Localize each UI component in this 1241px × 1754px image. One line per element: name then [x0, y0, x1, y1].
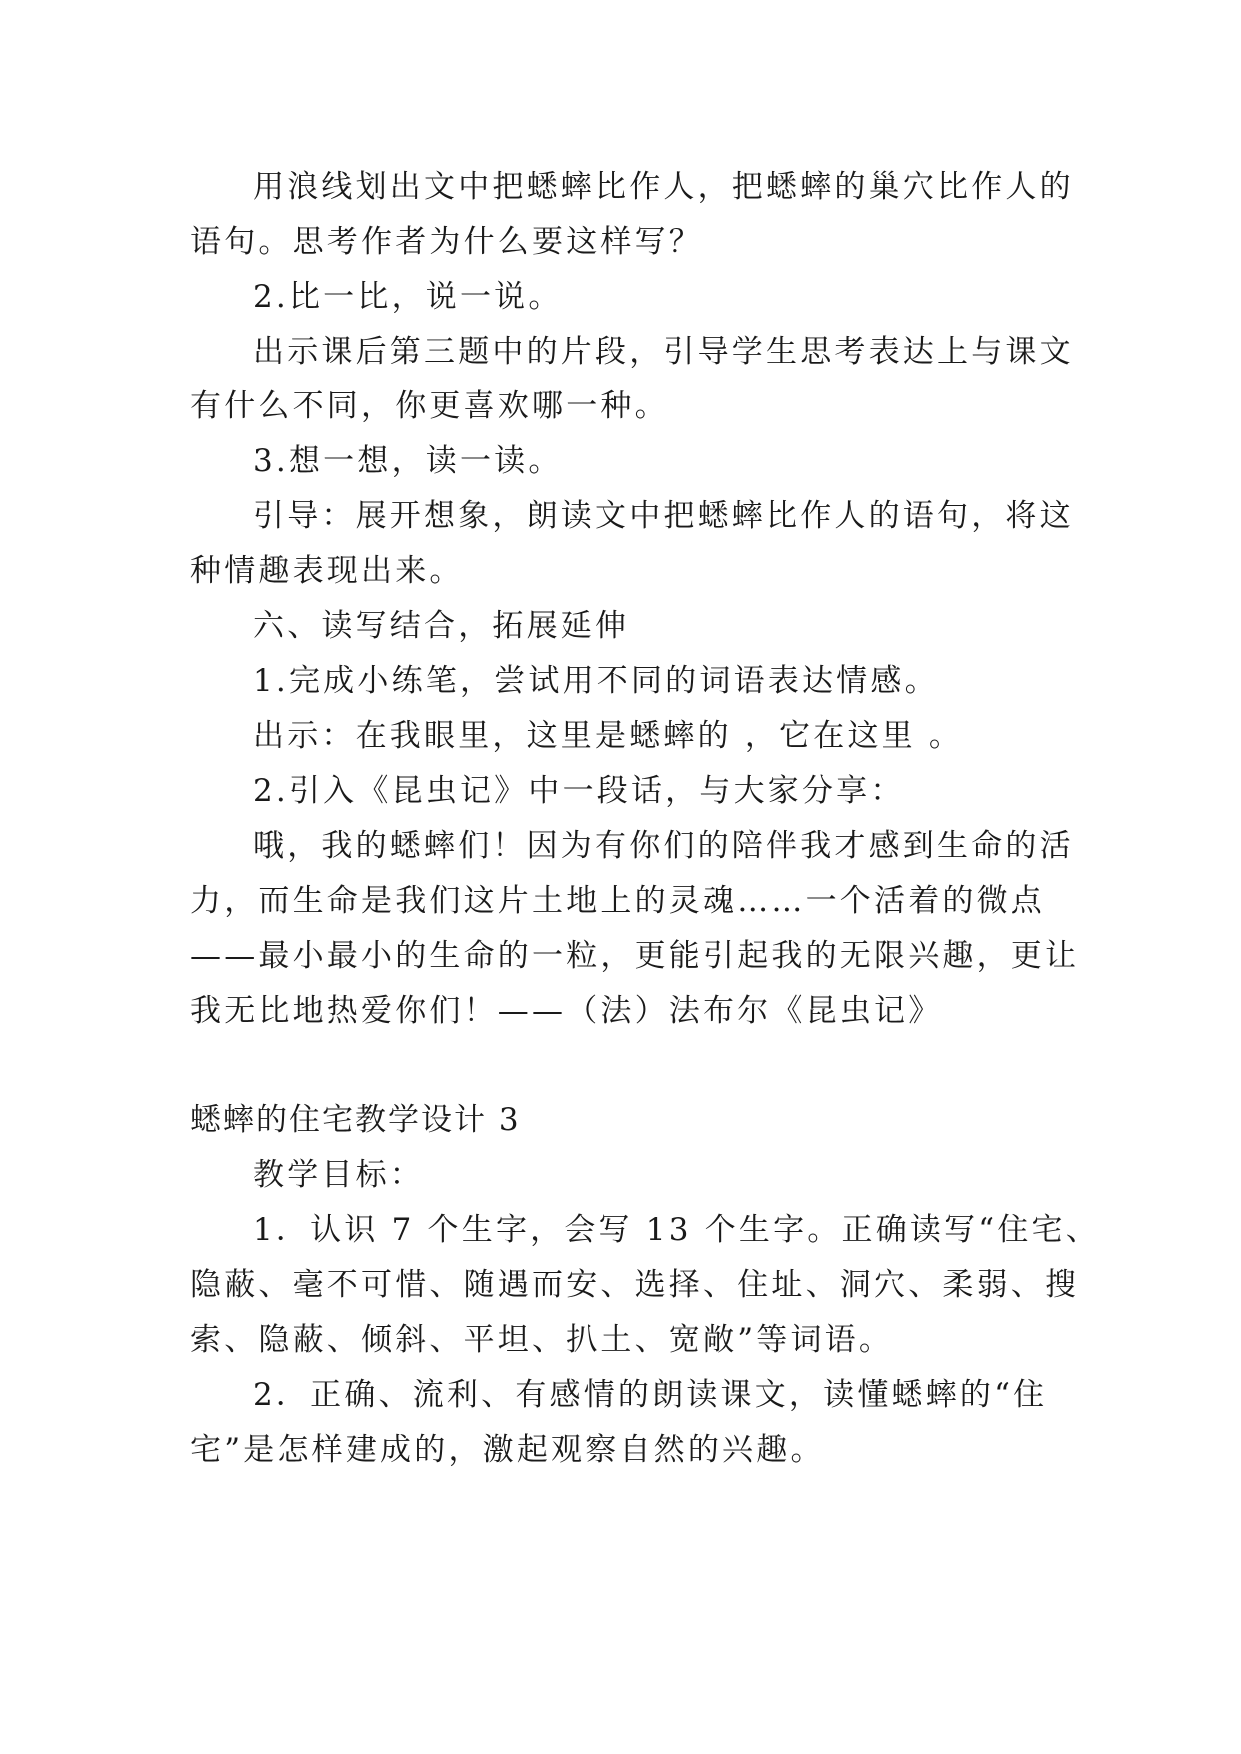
paragraph-line: 出示课后第三题中的片段，引导学生思考表达上与课文: [253, 334, 1074, 370]
paragraph-line: 1.完成小练笔，尝试用不同的词语表达情感。: [253, 663, 939, 699]
paragraph-line: 出示：在我眼里，这里是蟋蟀的 ，它在这里 。: [253, 718, 964, 754]
paragraph-line: 有什么不同，你更喜欢哪一种。: [190, 388, 669, 424]
paragraph-line: 引导：展开想象，朗读文中把蟋蟀比作人的语句，将这: [253, 498, 1074, 534]
paragraph-line: 2．正确、流利、有感情的朗读课文，读懂蟋蟀的“住: [253, 1377, 1048, 1413]
section-heading: 六、读写结合，拓展延伸: [253, 608, 630, 644]
paragraph-line: 用浪线划出文中把蟋蟀比作人，把蟋蟀的巢穴比作人的: [253, 169, 1074, 205]
quote-line: 力，而生命是我们这片土地上的灵魂……一个活着的微点: [190, 883, 1045, 919]
paragraph-line: 2.引入《昆虫记》中一段话，与大家分享：: [253, 773, 905, 809]
paragraph-line: 隐蔽、毫不可惜、随遇而安、选择、住址、洞穴、柔弱、搜: [190, 1267, 1080, 1303]
paragraph-line: 种情趣表现出来。: [190, 553, 464, 589]
quote-line: 哦，我的蟋蟀们！因为有你们的陪伴我才感到生命的活: [253, 828, 1074, 864]
quote-line: ——最小最小的生命的一粒，更能引起我的无限兴趣，更让: [190, 938, 1080, 974]
quote-line: 我无比地热爱你们！——（法）法布尔《昆虫记》: [190, 993, 943, 1029]
paragraph-line: 宅”是怎样建成的，激起观察自然的兴趣。: [190, 1432, 825, 1468]
paragraph-line: 语句。思考作者为什么要这样写？: [190, 224, 703, 260]
paragraph-line: 1．认识 7 个生字，会写 13 个生字。正确读写“住宅、: [253, 1212, 1100, 1248]
paragraph-line: 索、隐蔽、倾斜、平坦、扒土、宽敞”等词语。: [190, 1322, 894, 1358]
paragraph-line: 3.想一想，读一读。: [253, 443, 563, 479]
document-title: 蟋蟀的住宅教学设计 3: [190, 1102, 521, 1138]
section-heading: 教学目标：: [253, 1157, 424, 1193]
paragraph-line: 2.比一比，说一说。: [253, 279, 563, 315]
